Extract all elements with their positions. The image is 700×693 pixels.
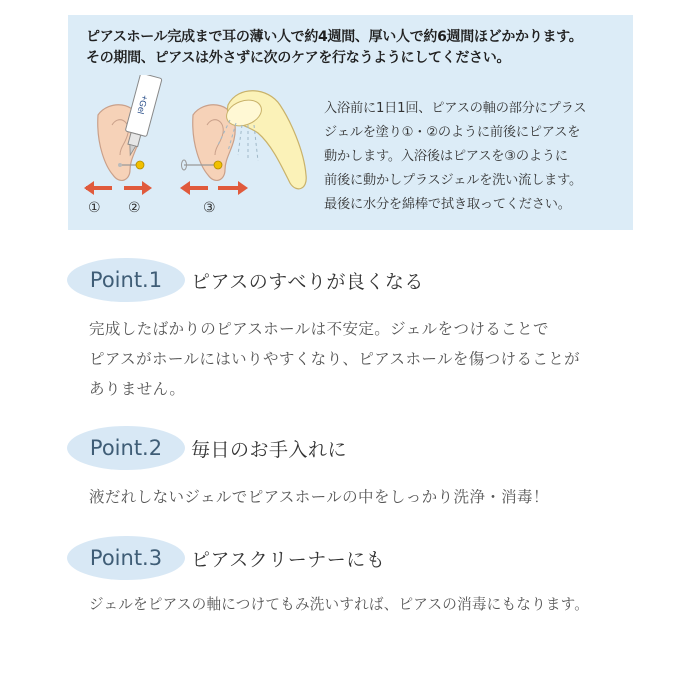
- instruction-line: 動かします。入浴後はピアスを③のように: [324, 149, 568, 164]
- step-label-1: ①: [88, 200, 101, 216]
- description-line: ジェルをピアスの軸につけてもみ洗いすれば、ピアスの消毒にもなります。: [89, 596, 590, 613]
- point-badge: Point.2: [67, 426, 185, 470]
- instruction-line: 最後に水分を綿棒で拭き取ってください。: [324, 197, 571, 212]
- panel-heading-line: その期間、ピアスは外さずに次のケアを行なうようにしてください。: [86, 50, 511, 66]
- description-line: 完成したばかりのピアスホールは不安定。ジェルをつけることで: [89, 320, 549, 338]
- instruction-line: ジェルを塗り①・②のように前後にピアスを: [324, 125, 581, 140]
- back-forth-arrows-icon: [84, 181, 152, 195]
- description-line: 液だれしないジェルでピアスホールの中をしっかり洗浄・消毒！: [89, 488, 549, 506]
- point-1: [67, 258, 587, 302]
- point-2: [67, 426, 587, 470]
- instruction-line: 入浴前に1日1回、ピアスの軸の部分にプラス: [324, 101, 587, 116]
- panel-heading: [86, 27, 626, 69]
- step-label-2: ②: [128, 200, 141, 216]
- point-title: 毎日のお手入れに: [191, 439, 348, 461]
- point-3: [67, 536, 587, 580]
- point-2-description: [89, 482, 549, 512]
- point-3-description: [89, 590, 589, 620]
- panel-heading-line: ピアスホール完成まで耳の薄い人で約4週間、厚い人で約6週間ほどかかります。: [86, 29, 583, 45]
- point-badge: Point.1: [67, 258, 185, 302]
- point-title: ピアスクリーナーにも: [191, 549, 386, 571]
- point-badge: Point.3: [67, 536, 185, 580]
- panel-instructions: [324, 97, 624, 217]
- point-1-description: [89, 314, 580, 404]
- point-title: ピアスのすべりが良くなる: [191, 271, 424, 293]
- back-forth-arrows-icon: [180, 181, 248, 195]
- step-label-3: ③: [203, 200, 216, 216]
- description-line: ピアスがホールにはいりやすくなり、ピアスホールを傷つけることが: [89, 350, 581, 368]
- care-instructions-panel: [68, 15, 633, 230]
- bottle-label: +Gel: [135, 93, 151, 116]
- care-illustration: [68, 75, 318, 230]
- instruction-line: 前後に動かしプラスジェルを洗い流します。: [324, 173, 583, 188]
- description-line: ありません。: [89, 380, 186, 398]
